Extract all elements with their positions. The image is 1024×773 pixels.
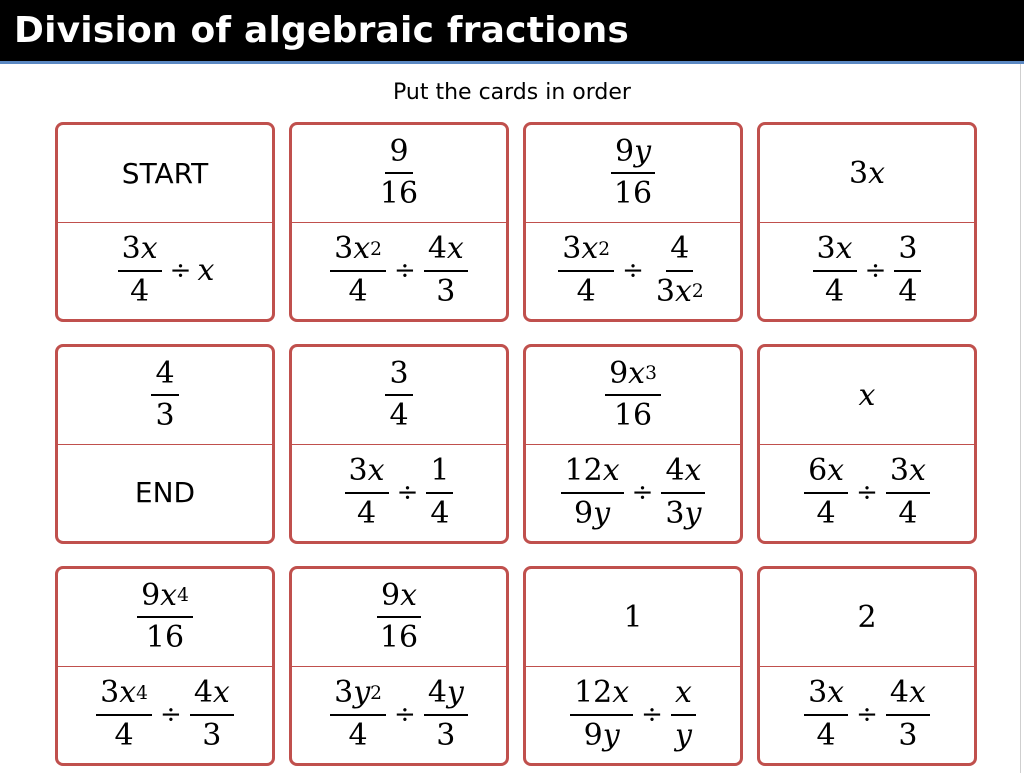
fraction: [652, 232, 708, 309]
denominator: 1 6: [379, 176, 419, 212]
denominator: 1 6: [613, 398, 653, 434]
denominator: 4: [898, 273, 918, 309]
divide-sign: ÷: [396, 477, 419, 508]
denominator: 4: [816, 717, 836, 753]
card-question: [58, 667, 272, 764]
numerator: 3: [894, 232, 921, 272]
divide-sign: ÷: [160, 699, 182, 730]
numerator: 3 x 2: [558, 232, 614, 272]
numerator: 4 x: [424, 232, 468, 272]
card-answer: [292, 569, 506, 667]
divide-sign: ÷: [394, 699, 416, 730]
slide-edge: [1020, 64, 1021, 773]
card-answer: [760, 347, 974, 445]
numerator: 3 x 4: [96, 676, 152, 716]
fraction: [894, 232, 921, 309]
denominator: 3: [202, 717, 222, 753]
divide-sign: ÷: [622, 255, 644, 286]
fraction: [661, 454, 705, 531]
instruction-text: Put the cards in order: [393, 80, 631, 105]
denominator: 1 6: [145, 620, 185, 656]
fraction: [610, 135, 656, 212]
card-5[interactable]: [55, 344, 275, 544]
card-question: [292, 667, 506, 764]
card-answer: [58, 347, 272, 445]
page-title: Division of algebraic fractions: [14, 10, 630, 51]
start-label: START: [121, 156, 209, 190]
numerator: 9 x 4: [137, 579, 193, 619]
card-2[interactable]: [289, 122, 509, 322]
denominator: 4: [348, 717, 368, 753]
fraction: [151, 357, 178, 434]
denominator: 9 y: [574, 495, 611, 531]
denominator: 9 y: [583, 717, 620, 753]
divide-sign: ÷: [864, 255, 887, 286]
divide-sign: ÷: [641, 699, 663, 730]
divide-sign: ÷: [856, 477, 878, 508]
numerator: 3 x: [813, 232, 857, 272]
card-question: [292, 223, 506, 320]
card-question: [526, 445, 740, 542]
fraction: [804, 454, 848, 531]
fraction: [330, 232, 386, 309]
numerator: 3 x 2: [330, 232, 386, 272]
card-9[interactable]: [55, 566, 275, 766]
numerator: 3 x: [118, 232, 162, 272]
card-answer: [292, 347, 506, 445]
denominator: 3: [436, 717, 456, 753]
divide-sign: ÷: [631, 477, 654, 508]
card-question: [760, 223, 974, 320]
numerator: 3 x: [804, 676, 848, 716]
denominator: 3: [898, 717, 918, 753]
denominator: 3 x 2: [655, 273, 704, 309]
divide-sign: ÷: [394, 255, 416, 286]
card-answer: [760, 569, 974, 667]
denominator: 1 6: [613, 176, 653, 212]
fraction: [561, 454, 624, 531]
card-grid: [55, 122, 977, 766]
card-8[interactable]: [757, 344, 977, 544]
card-question: [292, 445, 506, 542]
fraction: [424, 232, 468, 309]
numerator: 3 y 2: [330, 676, 386, 716]
card-11[interactable]: [523, 566, 743, 766]
numerator: 1 2 x: [570, 676, 633, 716]
numerator: 1 2 x: [561, 454, 624, 494]
denominator: 4: [825, 273, 845, 309]
numerator: 9 x: [377, 579, 421, 619]
fraction: [605, 357, 661, 434]
fraction: [385, 357, 412, 434]
denominator: 4: [130, 273, 150, 309]
card-7[interactable]: [523, 344, 743, 544]
fraction: [886, 454, 930, 531]
denominator: 1 6: [379, 620, 419, 656]
numerator: 3: [385, 357, 412, 397]
card-answer: [526, 569, 740, 667]
numerator: 4 x: [661, 454, 705, 494]
fraction: [804, 676, 848, 753]
card-answer: [760, 125, 974, 223]
end-label: END: [134, 476, 196, 510]
expression: 3 x: [848, 155, 885, 191]
fraction: [376, 579, 422, 656]
denominator: 4: [898, 495, 918, 531]
card-question: [526, 667, 740, 764]
card-6[interactable]: [289, 344, 509, 544]
fraction: [376, 135, 422, 212]
fraction: [96, 676, 152, 753]
fraction: [137, 579, 193, 656]
fraction: [886, 676, 930, 753]
card-12[interactable]: [757, 566, 977, 766]
fraction: [118, 232, 162, 309]
denominator: 4: [114, 717, 134, 753]
denominator: 4: [348, 273, 368, 309]
fraction: [671, 676, 696, 753]
numerator: 4: [666, 232, 693, 272]
fraction: [345, 454, 389, 531]
card-answer: [526, 347, 740, 445]
card-question: [58, 445, 272, 542]
card-question: [58, 223, 272, 320]
fraction: [558, 232, 614, 309]
card-1[interactable]: [55, 122, 275, 322]
numerator: 9 x 3: [605, 357, 661, 397]
card-answer: [58, 125, 272, 223]
denominator: 4: [357, 495, 377, 531]
fraction: [330, 676, 386, 753]
card-question: [760, 667, 974, 764]
card-4[interactable]: [757, 122, 977, 322]
card-answer: [292, 125, 506, 223]
numerator: x: [671, 676, 696, 716]
denominator: 3 y: [665, 495, 702, 531]
numerator: 3 x: [345, 454, 389, 494]
card-answer: [58, 569, 272, 667]
fraction: [570, 676, 633, 753]
numerator: 9 y: [611, 135, 655, 175]
numerator: 4: [151, 357, 178, 397]
denominator: 4: [816, 495, 836, 531]
fraction: [190, 676, 234, 753]
numerator: 3 x: [886, 454, 930, 494]
denominator: 4: [576, 273, 596, 309]
fraction: [426, 454, 453, 531]
numerator: 4 y: [424, 676, 468, 716]
denominator: 3: [155, 398, 175, 434]
card-10[interactable]: [289, 566, 509, 766]
denominator: 4: [430, 495, 450, 531]
numerator: 4 x: [190, 676, 234, 716]
card-answer: [526, 125, 740, 223]
numerator: 1: [426, 454, 453, 494]
card-3[interactable]: [523, 122, 743, 322]
denominator: 4: [389, 398, 409, 434]
divide-sign: ÷: [856, 699, 878, 730]
expression: x: [197, 253, 215, 289]
divide-sign: ÷: [169, 255, 192, 286]
denominator: y: [674, 717, 692, 753]
card-question: [760, 445, 974, 542]
expression: x: [858, 377, 876, 413]
expression: 1: [623, 599, 643, 635]
denominator: 3: [436, 273, 456, 309]
title-bar: [0, 0, 1024, 64]
numerator: 6 x: [804, 454, 848, 494]
card-question: [526, 223, 740, 320]
fraction: [424, 676, 468, 753]
fraction: [813, 232, 857, 309]
numerator: 9: [385, 135, 412, 175]
numerator: 4 x: [886, 676, 930, 716]
expression: 2: [857, 599, 877, 635]
